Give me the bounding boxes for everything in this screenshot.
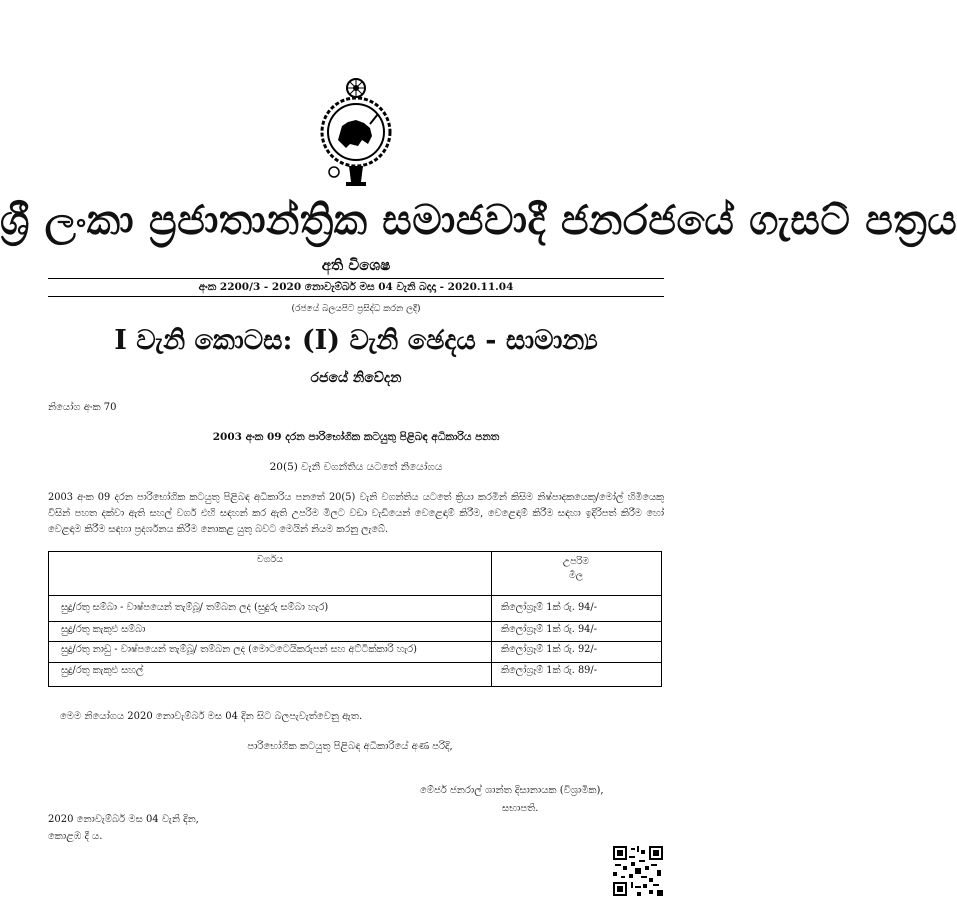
effective-date-line: මෙම නියෝගය 2020 නොවැම්බර් මස 04 දින සිට බලපැවැත්වෙනු ඇත. [60, 711, 363, 722]
table-row-price: කිලෝග්‍රෑම් 1ක් රු. 94/- [501, 602, 598, 613]
header-rule-top [48, 278, 664, 279]
order-authority-line: පාරිභෝගික කටයුතු පිළිබඳ අධිකාරියේ අණ පරිදි, [247, 741, 453, 752]
table-row-divider [49, 662, 661, 663]
part-title: I වැනි කොටස: (I) වැනි ඡෙදය - සාමාන්‍ය [114, 325, 598, 356]
table-row-price: කිලෝග්‍රෑම් 1ක් රු. 89/- [501, 665, 598, 676]
qr-code-icon [613, 846, 663, 896]
place-line: කොළඹ දී ය. [48, 831, 103, 842]
signatory-name: මේජර් ජනරාල් ශාන්ත දිසානායක (විශ්‍රාමික), [420, 785, 604, 796]
table-row-category: සුදු/රතු නාඩු - වාෂ්පයෙන් තැම්බූ/ තම්බන ලද (මොටටෙයිකරුපන් සහ අට්ටික්කාරි හැර) [61, 644, 417, 655]
table-header-price: උපරිම [562, 556, 590, 567]
table-header-category: වර්ගය [256, 554, 284, 565]
notification-heading: රජයේ නිවේදන [310, 370, 402, 386]
published-note: (රජයේ බලයපිට ප්‍රසිද්ධ කරන ලදී) [291, 304, 421, 314]
table-header-price-unit: මිල [568, 570, 584, 581]
section-line: 20(5) වැනි වගන්තිය යටතේ නියෝගය [269, 461, 443, 473]
price-table [48, 551, 662, 687]
table-row-divider [49, 641, 661, 642]
table-row-category: සුදු/රතු සම්බා - වාෂ්පයෙන් තැම්බූ/ තම්බන ලද (සුදුරු සම්බා හැර) [61, 602, 329, 613]
order-number: නියෝග අංක 70 [48, 402, 117, 413]
order-body: 2003 අංක 09 දරන පාරිභෝගික කටයුතු පිළිබඳ අධිකාරිය පනතේ 20(5) වැනි වගන්තිය යටතේ ක්‍රියා කරමින් කිසිම නිෂ්පාදකයෙකු/මෝල් හිමියෙකු විසින් පහත දක්වා ඇති සහල් වර්ග එහි සඳහන් කර ඇති උපරිම මිලට වඩා වැඩියෙන් වෙළෙඳාම් කිරීම, වෙළෙඳාම් කිරීම සඳහා ඉදිරිපත් කිරීම හෝ වෙළඳාම කිරීම සඳහා ප්‍රදර්ශනය කිරීම නොකළ යුතු බවට මෙයින් නියම කරනු ලැබේ. [48, 492, 664, 535]
gazette-title: ශ්‍රී ලංකා ප්‍රජාතාන්ත්‍රික සමාජවාදී ජනරජයේ ගැසට් පත්‍රය [0, 196, 957, 244]
header-rule-bottom [48, 296, 664, 297]
act-title: 2003 අංක 09 දරන පාරිභෝගික කටයුතු පිළිබඳ අධිකාරිය පනත [212, 431, 500, 443]
date-line: 2020 නොවැම්බර් මස 04 වැනි දින, [48, 814, 199, 825]
table-row-category: සුදු/රතු කැකුළු සහල් [61, 665, 144, 676]
signatory-title: සභාපති. [502, 803, 539, 814]
issue-line: අංක 2200/3 - 2020 නොවැම්බර් මස 04 වැනි බදාදා - 2020.11.04 [198, 281, 514, 293]
table-row-price: කිලෝග්‍රෑම් 1ක් රු. 92/- [501, 644, 598, 655]
table-row-category: සුදු/රතු කැකුළු සම්බා [61, 624, 146, 635]
table-row-divider [49, 621, 661, 622]
table-row-price: කිලෝග්‍රෑම් 1ක් රු. 94/- [501, 624, 598, 635]
table-header-divider [49, 595, 661, 596]
sri-lanka-emblem-icon [316, 74, 396, 190]
gazette-subtitle: අති විශෙෂ [321, 256, 391, 274]
